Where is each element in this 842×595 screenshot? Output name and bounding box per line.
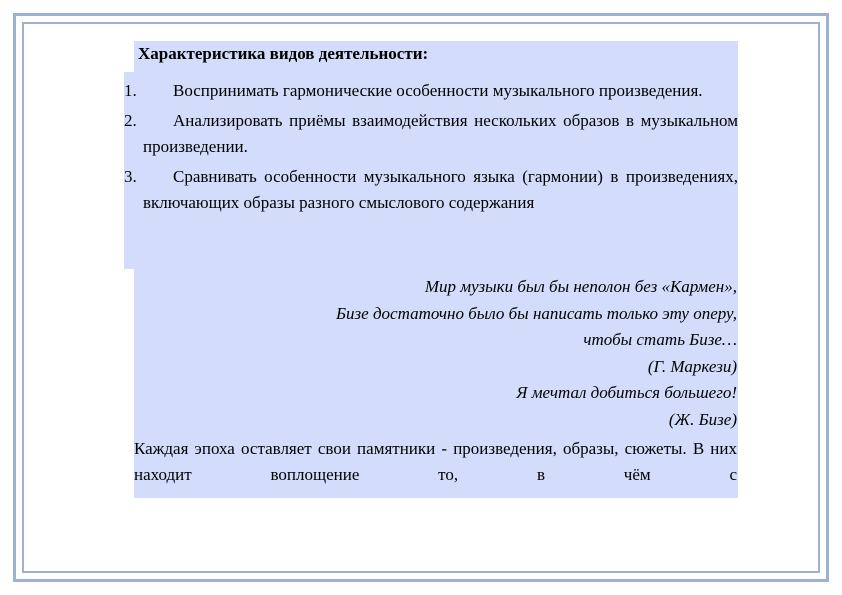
section-heading: Характеристика видов деятельности: xyxy=(138,44,429,63)
quote-line: Мир музыки был бы неполон без «Кармен», xyxy=(424,277,737,296)
list-item xyxy=(124,108,738,160)
list-item-text: Воспринимать гармонические особенности музыкального произведения. xyxy=(173,81,703,100)
epigraph-quote xyxy=(140,274,737,433)
list-item-number: 3. xyxy=(124,167,137,186)
quote-attribution: (Ж. Бизе) xyxy=(668,409,737,429)
quote-attribution: (Г. Маркези) xyxy=(647,356,737,376)
body-paragraph: Каждая эпоха оставляет свои памятники - произведения, образы, сюжеты. В них находит воплощение то, в чём с xyxy=(134,439,737,484)
activity-list xyxy=(124,78,738,220)
list-item-text: Анализировать приёмы взаимодействия нескольких образов в музыкальном произведении. xyxy=(143,111,738,156)
quote-line: Бизе достаточно было бы написать только эту оперу, xyxy=(335,303,737,323)
list-item-number: 1. xyxy=(124,81,137,100)
quote-line: Я мечтал добиться большего! xyxy=(516,383,737,402)
list-item xyxy=(124,78,738,104)
quote-line: чтобы стать Бизе… xyxy=(583,330,737,349)
list-item-number: 2. xyxy=(124,111,137,130)
list-item xyxy=(124,164,738,216)
list-item-text: Сравнивать особенности музыкального языка (гармонии) в произведениях, включающих образы разного смыслового содержания xyxy=(143,167,738,212)
